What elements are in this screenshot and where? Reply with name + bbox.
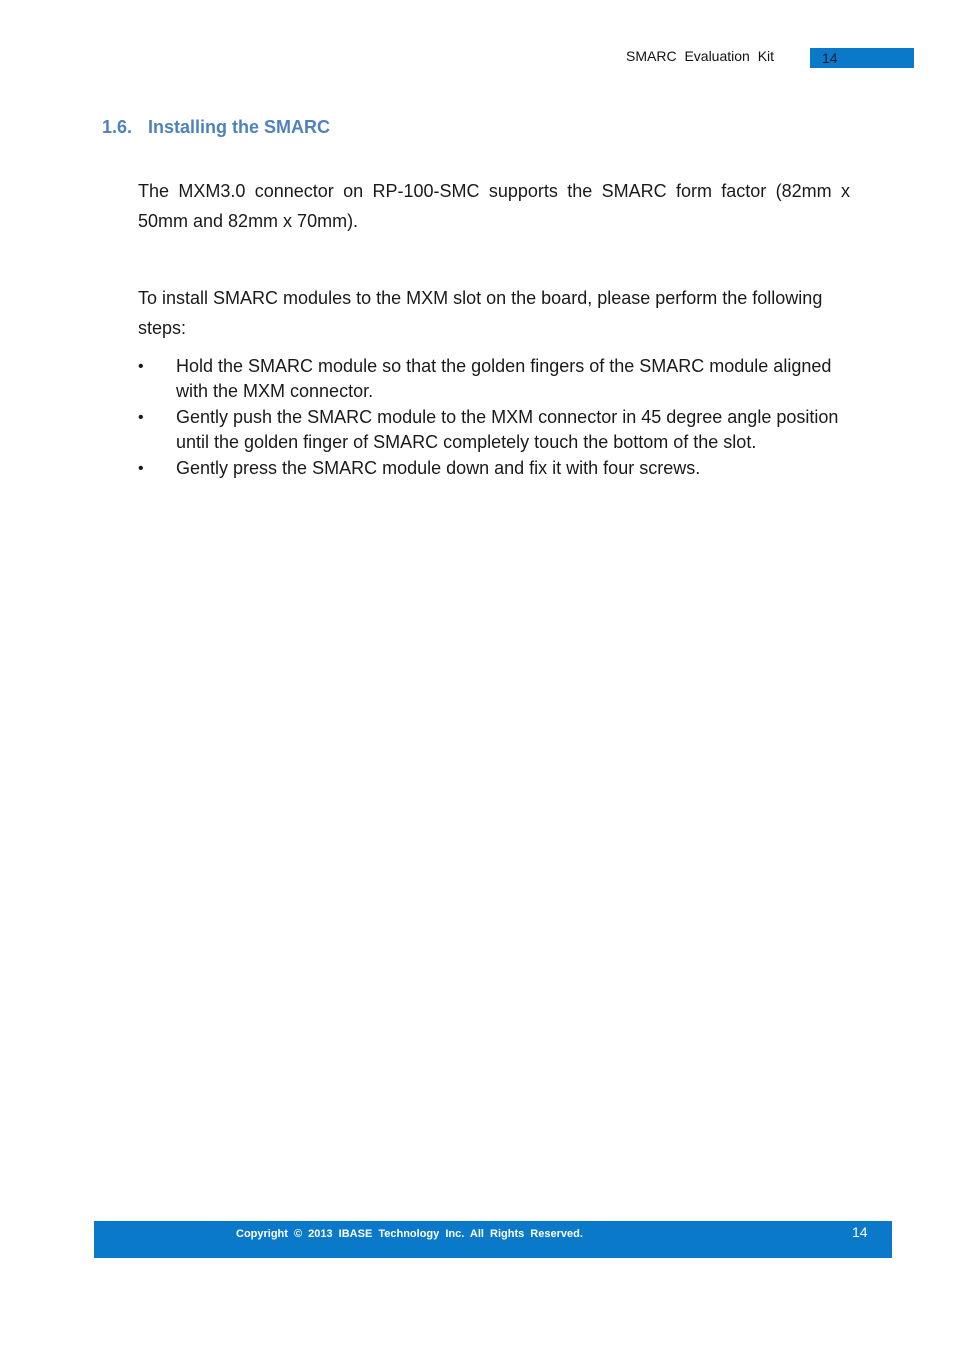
bullet-icon: •: [138, 409, 144, 426]
bullet-icon: •: [138, 460, 144, 477]
step-text: Hold the SMARC module so that the golden fingers of the SMARC module aligned with the MXM connector.: [176, 356, 832, 401]
page-footer: [94, 1221, 892, 1258]
intro-paragraph: The MXM3.0 connector on RP-100-SMC supports the SMARC form factor (82mm x 50mm and 82mm x 70mm).: [138, 181, 850, 231]
steps-list: [138, 354, 850, 482]
list-item: [138, 354, 850, 404]
instructions-paragraph: To install SMARC modules to the MXM slot on the board, please perform the following steps:: [138, 288, 823, 338]
list-item: [138, 456, 850, 481]
section-number: 1.6.: [102, 117, 133, 137]
bullet-icon: •: [138, 358, 144, 375]
header-title: SMARC Evaluation Kit: [626, 48, 775, 64]
step-text: Gently press the SMARC module down and fix it with four screws.: [176, 458, 701, 478]
footer-copyright: Copyright © 2013 IBASE Technology Inc. All Rights Reserved.: [236, 1228, 583, 1240]
section-title: Installing the SMARC: [148, 117, 331, 137]
header-page-badge: 14: [810, 48, 914, 68]
footer-page-number: 14: [852, 1224, 868, 1240]
step-text: Gently push the SMARC module to the MXM connector in 45 degree angle position until the golden finger of SMARC completely touch the bottom of the slot.: [176, 407, 839, 452]
section-heading: [102, 117, 330, 138]
list-item: [138, 405, 850, 455]
